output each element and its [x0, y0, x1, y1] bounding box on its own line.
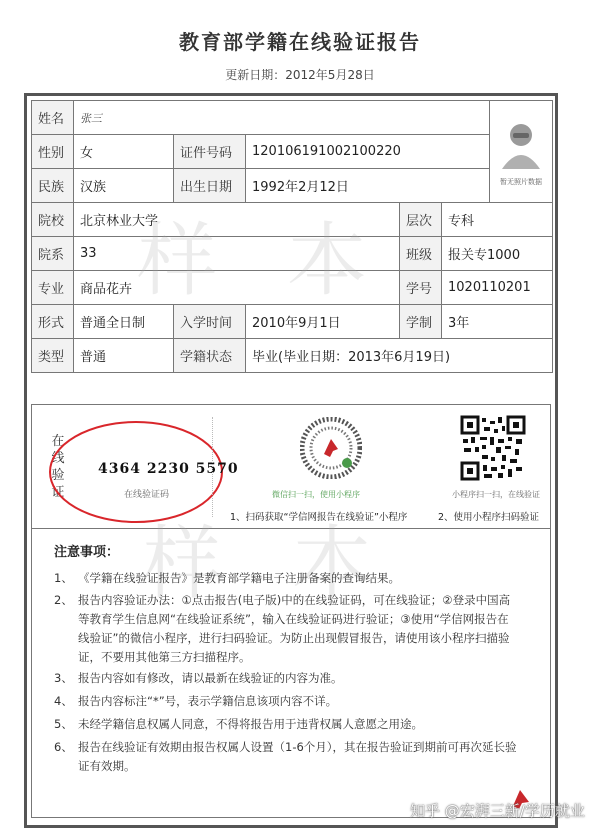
class-value: 报关专1000	[442, 237, 553, 271]
id-label: 证件号码	[174, 135, 246, 169]
report-frame	[24, 93, 558, 828]
qr2-caption: 小程序扫一扫，在线验证	[452, 490, 540, 499]
qr2-instruction: 2、使用小程序扫码验证	[438, 512, 540, 523]
system-value: 3年	[442, 305, 553, 339]
photo-caption: 暂无照片数据	[500, 177, 542, 186]
watermark-char: 样	[142, 517, 222, 610]
major-label: 专业	[32, 271, 74, 305]
notes-title: 注意事项：	[54, 545, 120, 560]
student-info-table	[31, 100, 553, 373]
stuno-value: 1020110201	[442, 271, 553, 305]
gender-value: 女	[74, 135, 174, 169]
birth-label: 出生日期	[174, 169, 246, 203]
status-value: 毕业(毕业日期：2013年6月19日)	[246, 339, 553, 373]
id-value: 120106191002100220	[246, 135, 490, 169]
name-value: 张三	[74, 101, 490, 135]
photo-cell	[490, 101, 553, 203]
miniprogram-qr-code[interactable]	[300, 417, 362, 479]
system-label: 学制	[400, 305, 442, 339]
source-watermark: 知乎 @宏湃三新/学历就业	[410, 802, 585, 820]
verify-qr-code[interactable]	[460, 415, 526, 481]
form-label: 形式	[32, 305, 74, 339]
online-verify-section	[31, 404, 551, 529]
enroll-value: 2010年9月1日	[246, 305, 400, 339]
form-value: 普通全日制	[74, 305, 174, 339]
update-date: 更新日期：2012年5月28日	[225, 68, 375, 82]
school-label: 院校	[32, 203, 74, 237]
ethnic-value: 汉族	[74, 169, 174, 203]
level-value: 专科	[442, 203, 553, 237]
notes-section: 样 本 注意事项： 1、 《学籍在线验证报告》是教育部学籍电子注册备案的查询结果。 2、 报告内容验证办法：①点击报告(电子版)中的在线验证码，可在线验证；②登录中国高等教育学生信息网“在线验证系统”，输入在线验证码进行验证；③使用“学信网报告在线验证”的微信小程序，进行扫码验证。为防止出现假冒报告，请使用该小程序扫描验证，不要用其他第三方扫描程序。 3、 报告内容如有修改，请以最新在线验证的内容为准。 4、 报告内容标注“*”号，表示学籍信息该项内容不详。 5、 未经学籍信息权属人同意，不得将报告用于违背权属人意愿之用途。 6、 报告在线验证有效期由报告权属人设置（1-6个月），其在报告验证到期前可再次延长验证有效期。	[31, 528, 551, 818]
enroll-label: 入学时间	[174, 305, 246, 339]
name-label: 姓名	[32, 101, 74, 135]
report-title: 教育部学籍在线验证报告	[179, 30, 421, 54]
qr1-caption: 微信扫一扫，使用小程序	[272, 490, 360, 499]
gender-label: 性别	[32, 135, 74, 169]
qr1-instruction: 1、扫码获取“学信网报告在线验证”小程序	[230, 512, 408, 523]
stuno-label: 学号	[400, 271, 442, 305]
ethnic-label: 民族	[32, 169, 74, 203]
verify-label: 在线验证	[51, 434, 65, 500]
verify-code-caption: 在线验证码	[124, 490, 170, 500]
watermark-char: 本	[287, 214, 367, 307]
level-label: 层次	[400, 203, 442, 237]
birth-value: 1992年2月12日	[246, 169, 490, 203]
dept-label: 院系	[32, 237, 74, 271]
avatar-icon	[496, 117, 546, 173]
divider	[212, 417, 213, 517]
major-value: 商品花卉	[74, 271, 400, 305]
verify-code[interactable]: 4364 2230 5570	[98, 461, 239, 477]
type-value: 普通	[74, 339, 174, 373]
watermark-char: 本	[292, 517, 372, 610]
watermark-char: 样	[137, 214, 217, 307]
type-label: 类型	[32, 339, 74, 373]
class-label: 班级	[400, 237, 442, 271]
dept-value: 33	[74, 237, 400, 271]
school-value: 北京林业大学	[74, 203, 400, 237]
status-label: 学籍状态	[174, 339, 246, 373]
